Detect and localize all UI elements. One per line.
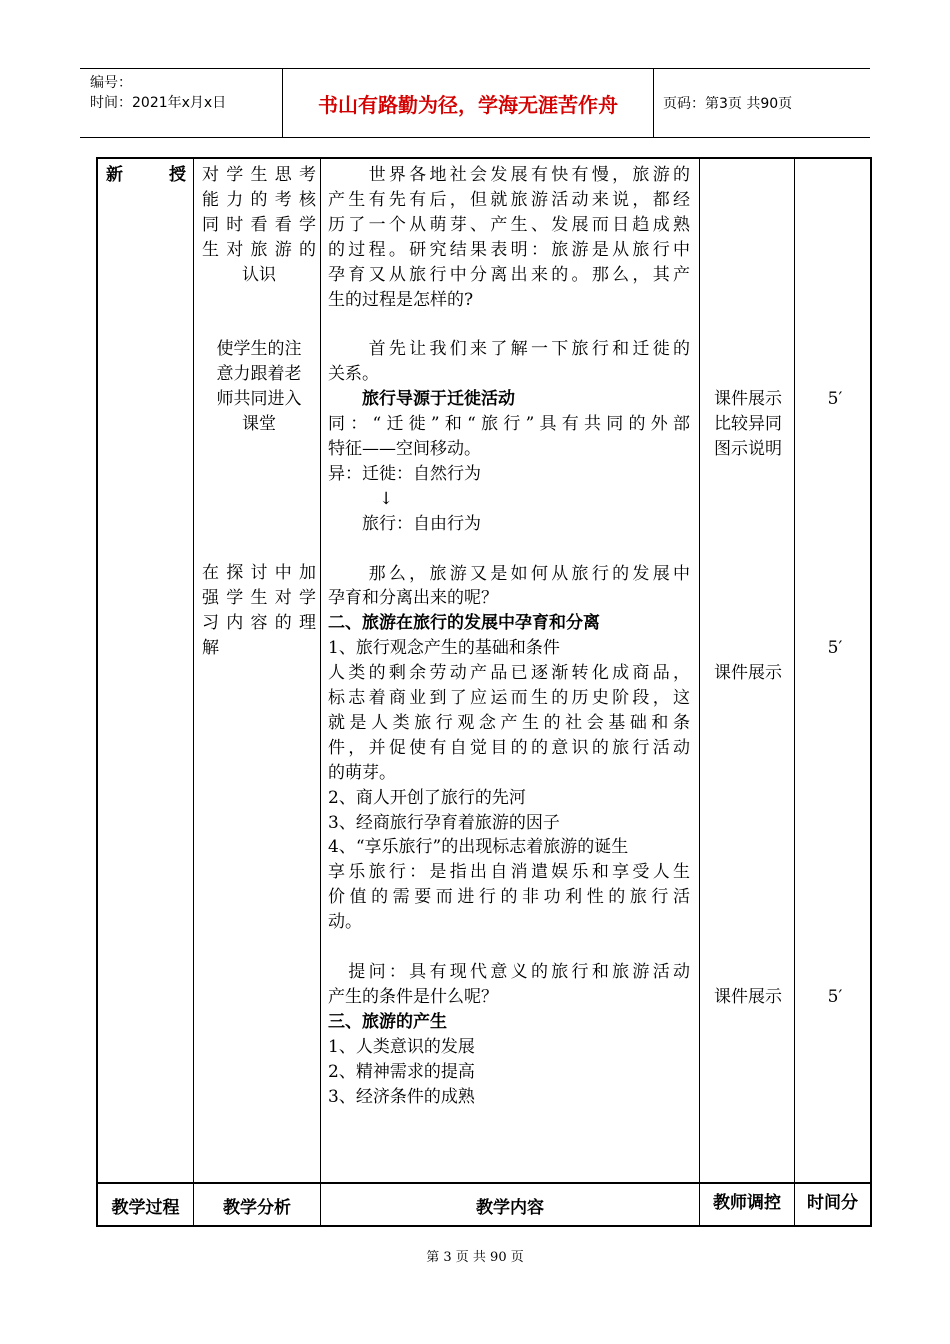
control-line: 图示说明 bbox=[714, 438, 782, 459]
analysis-line: 生对旅游的 bbox=[202, 239, 316, 260]
time-value: 5′ bbox=[827, 638, 843, 658]
content-line: 特征——空间移动。 bbox=[328, 438, 481, 459]
content-line: 的过程。研究结果表明：旅游是从旅行中 bbox=[328, 239, 690, 260]
column-divider bbox=[320, 159, 321, 1225]
list-item: 1、人类意识的发展 bbox=[328, 1036, 475, 1057]
content-line: 就是人类旅行观念产生的社会基础和条 bbox=[328, 712, 690, 733]
footer-content: 教学内容 bbox=[476, 1197, 544, 1218]
page-footer: 第 3 页 共 90 页 bbox=[426, 1250, 524, 1265]
analysis-line: 对学生思考 bbox=[202, 165, 316, 185]
content-line: 4、“享乐旅行”的出现标志着旅游的诞生 bbox=[328, 837, 629, 858]
content-line: 产生的条件是什么呢？ bbox=[328, 986, 498, 1007]
control-line: 比较异同 bbox=[714, 413, 782, 434]
analysis-line: 在探讨中加 bbox=[202, 563, 316, 583]
header-motto: 书山有路勤为径，学海无涯苦作舟 bbox=[283, 69, 654, 137]
analysis-line: 意力跟着老 bbox=[216, 363, 302, 384]
analysis-block-2 bbox=[202, 337, 316, 437]
header-page-info: 页码：第3页 共90页 bbox=[663, 96, 793, 112]
control-block-1 bbox=[708, 387, 788, 462]
column-divider bbox=[794, 159, 795, 1225]
content-line: 世界各地社会发展有快有慢，旅游的 bbox=[328, 165, 690, 185]
content-line: 异：迁徙：自然行为 bbox=[328, 463, 481, 484]
analysis-line: 强学生对学 bbox=[202, 587, 316, 608]
content-line: 享乐旅行：是指出自消遣娱乐和享受人生 bbox=[328, 862, 690, 883]
content-line: 首先让我们来了解一下旅行和迁徙的 bbox=[328, 339, 690, 360]
content-line: 的萌芽。 bbox=[328, 762, 396, 783]
content-line: 那么，旅游又是如何从旅行的发展中 bbox=[328, 563, 690, 584]
content-line: 历了一个从萌芽、产生、发展而日趋成熟 bbox=[328, 214, 690, 235]
section-heading: 二、旅游在旅行的发展中孕育和分离 bbox=[328, 613, 600, 634]
lesson-table bbox=[96, 157, 872, 1227]
content-line: 孕育又从旅行中分离出来的。那么，其产 bbox=[328, 264, 690, 285]
control-line: 课件展示 bbox=[714, 389, 782, 409]
content-line: 价值的需要而进行的非功利性的旅行活 bbox=[328, 887, 690, 908]
footer-control: 教师调控 bbox=[713, 1193, 781, 1213]
content-line: 1、旅行观念产生的基础和条件 bbox=[328, 638, 560, 659]
down-arrow-icon: ↓ bbox=[328, 488, 394, 509]
content-line: 关系。 bbox=[328, 364, 379, 385]
analysis-block-1 bbox=[202, 163, 316, 288]
content-line: 孕育和分离出来的呢？ bbox=[328, 588, 498, 609]
content-line: 人类的剩余劳动产品已逐渐转化成商品， bbox=[328, 663, 690, 684]
footer-process: 教学过程 bbox=[111, 1197, 180, 1218]
footer-time: 时间分 bbox=[807, 1193, 858, 1213]
content-line: 件，并促使有自觉目的的意识的旅行活动 bbox=[328, 737, 690, 758]
process-cell bbox=[106, 163, 186, 188]
analysis-line: 使学生的注 bbox=[216, 339, 302, 359]
page-header bbox=[80, 68, 870, 138]
control-block-3: 课件展示 bbox=[714, 987, 782, 1007]
analysis-line: 能力的考核 bbox=[202, 189, 316, 210]
analysis-block-3 bbox=[202, 561, 316, 661]
process-char: 新 bbox=[106, 165, 123, 185]
analysis-line: 认识 bbox=[242, 264, 276, 285]
time-value: 5′ bbox=[827, 987, 843, 1007]
content-line: 动。 bbox=[328, 912, 362, 933]
analysis-line: 习内容的理 bbox=[202, 612, 316, 633]
content-line: 旅行：自由行为 bbox=[328, 513, 481, 534]
content-cell bbox=[328, 163, 690, 1109]
time-value: 5′ bbox=[827, 389, 843, 409]
column-divider bbox=[699, 159, 700, 1225]
content-line: 3、经商旅行孕育着旅游的因子 bbox=[328, 812, 560, 833]
subheading: 旅行导源于迁徙活动 bbox=[328, 389, 515, 410]
analysis-line: 同时看看学 bbox=[202, 214, 316, 235]
time-label: 时间：2021年x月x日 bbox=[90, 95, 227, 111]
section-heading: 三、旅游的产生 bbox=[328, 1011, 447, 1032]
control-block-2: 课件展示 bbox=[714, 663, 782, 683]
list-item: 3、经济条件的成熟 bbox=[328, 1086, 475, 1107]
analysis-line: 课堂 bbox=[242, 413, 276, 434]
footer-analysis: 教学分析 bbox=[223, 1197, 291, 1218]
content-line: 生的过程是怎样的? bbox=[328, 289, 474, 310]
process-char: 授 bbox=[169, 165, 186, 185]
header-meta bbox=[80, 69, 283, 137]
analysis-line: 解 bbox=[202, 637, 219, 658]
content-line: 提问：具有现代意义的旅行和旅游活动 bbox=[328, 962, 690, 982]
list-item: 2、精神需求的提高 bbox=[328, 1061, 475, 1082]
content-line: 标志着商业到了应运而生的历史阶段，这 bbox=[328, 688, 690, 709]
content-line: 2、商人开创了旅行的先河 bbox=[328, 787, 526, 808]
content-line: 同：“迁徙”和“旅行”具有共同的外部 bbox=[328, 414, 690, 435]
number-label: 编号： bbox=[90, 75, 132, 91]
column-divider bbox=[193, 159, 194, 1225]
content-line: 产生有先有后，但就旅游活动来说，都经 bbox=[328, 189, 690, 210]
analysis-line: 师共同进入 bbox=[216, 388, 302, 409]
